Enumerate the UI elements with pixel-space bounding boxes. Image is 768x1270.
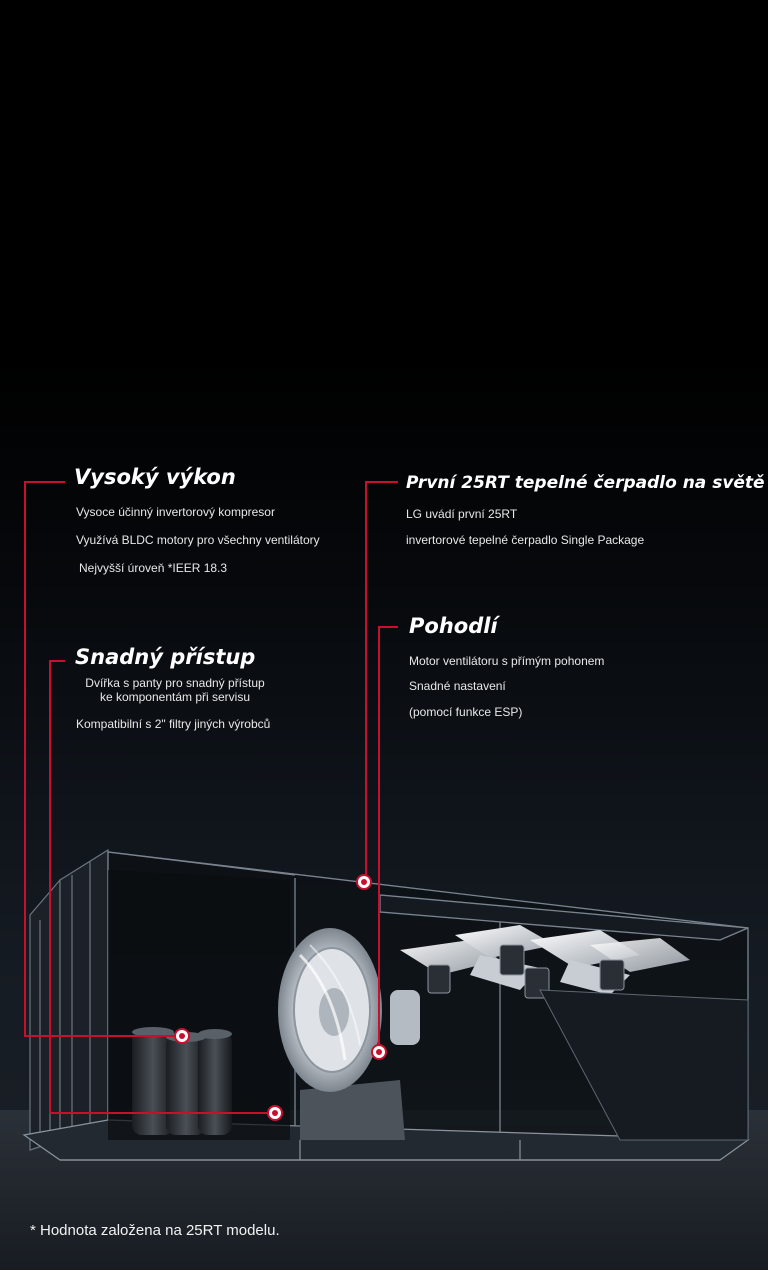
- feature-line: (pomocí funkce ESP): [409, 705, 523, 719]
- feature-line: Motor ventilátoru s přímým pohonem: [409, 654, 605, 668]
- feature-line: Dvířka s panty pro snadný přístup: [85, 676, 265, 690]
- feature-line: LG uvádí první 25RT: [406, 507, 518, 521]
- footnote: * Hodnota založena na 25RT modelu.: [30, 1222, 280, 1239]
- feature-title-high-performance: Vysoký výkon: [74, 465, 236, 489]
- easy-access-text-block: [75, 676, 275, 704]
- feature-line: Využívá BLDC motory pro všechny ventilátory: [76, 533, 320, 547]
- feature-title-first-heat-pump: První 25RT tepelné čerpadlo na světě: [406, 473, 765, 493]
- feature-line: ke komponentám při servisu: [99, 690, 251, 704]
- feature-line: Kompatibilní s 2" filtry jiných výrobců: [76, 717, 271, 731]
- feature-title-easy-access: Snadný přístup: [75, 645, 256, 669]
- feature-line: Snadné nastavení: [409, 679, 506, 693]
- feature-title-comfort: Pohodlí: [409, 614, 498, 638]
- feature-line: invertorové tepelné čerpadlo Single Package: [406, 533, 645, 547]
- feature-line: Nejvyšší úroveň *IEER 18.3: [79, 561, 228, 575]
- feature-line: Vysoce účinný invertorový kompresor: [76, 505, 275, 519]
- unit-side-panels: [30, 850, 108, 1150]
